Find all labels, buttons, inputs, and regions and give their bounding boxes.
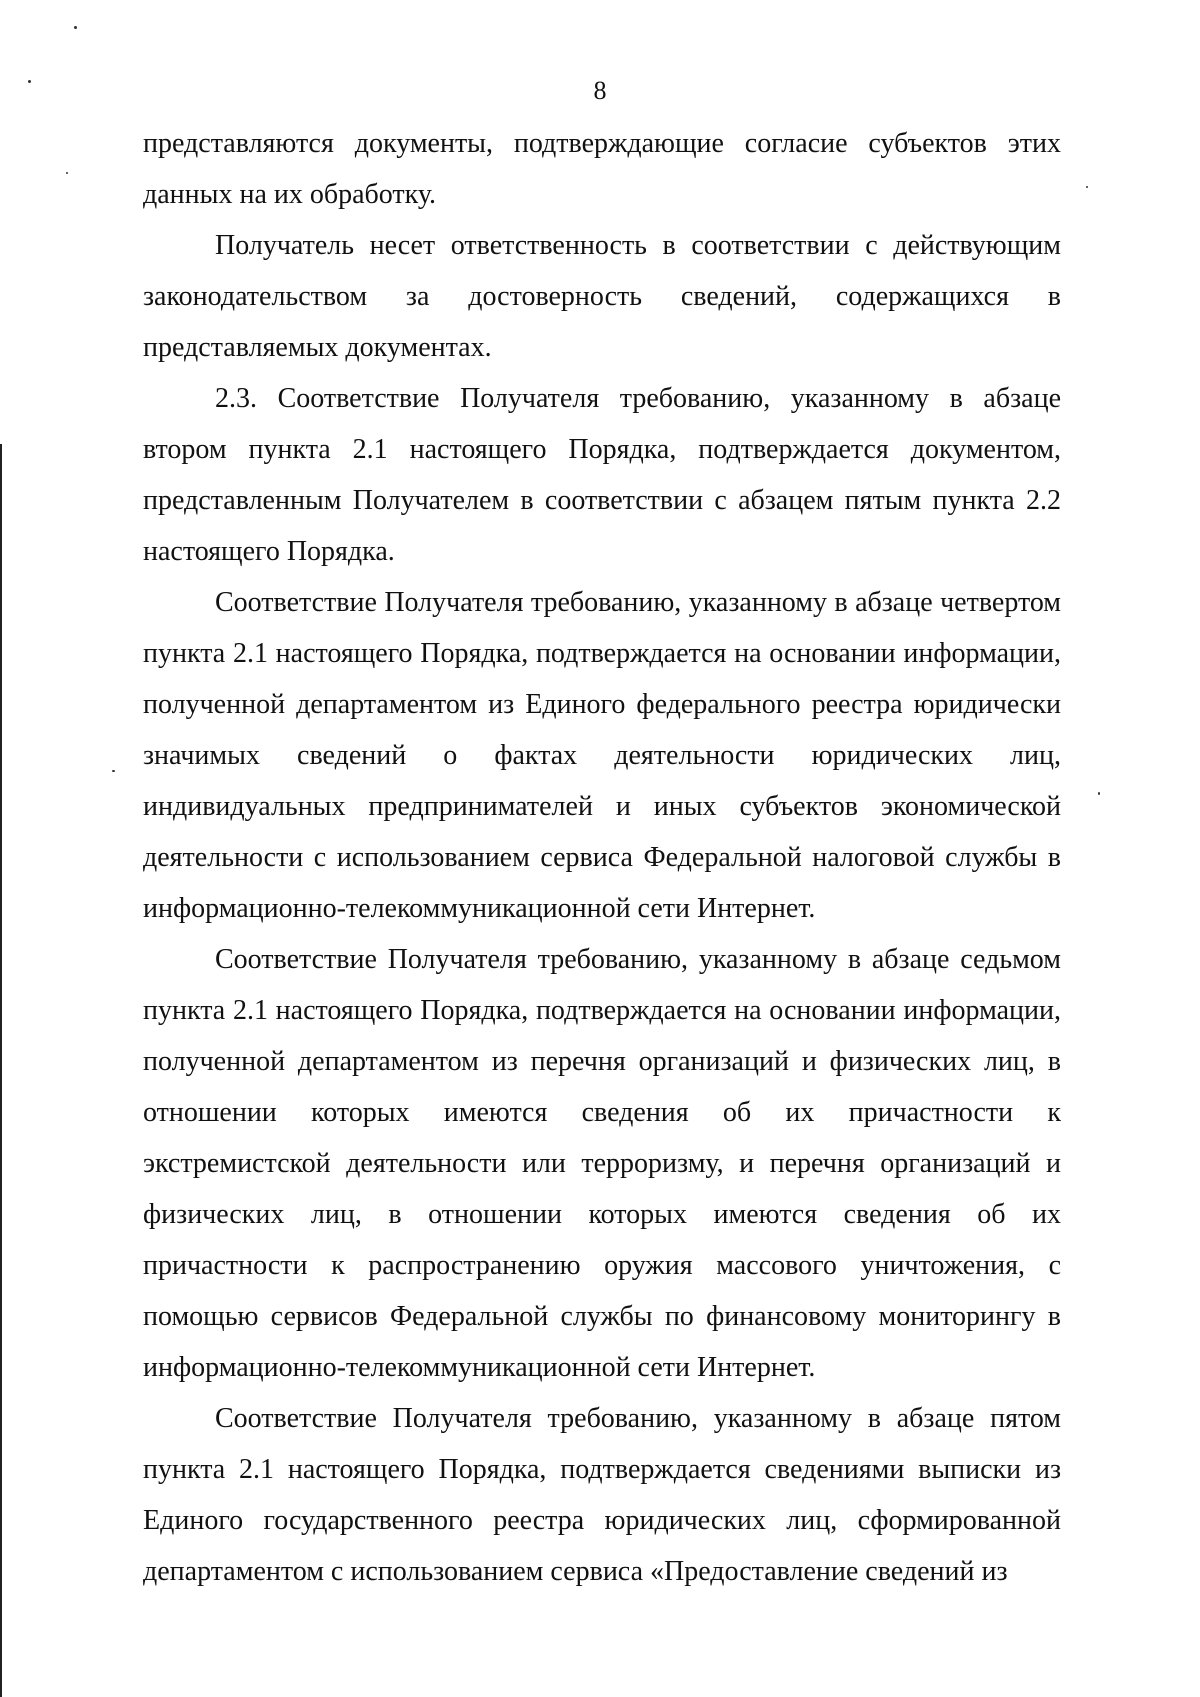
paragraph-recipient-responsibility: Получатель несет ответственность в соответствии с действующим законодательством за достоверность сведений, содержащихся в представляемых документах. (143, 230, 1061, 363)
scan-speck (74, 26, 77, 29)
paragraph-fifth-abzac: Соответствие Получателя требованию, указанному в абзаце пятом пункта 2.1 настоящего Порядка, подтверждается сведениями выписки из Единого государственного реестра юридических лиц, сформированной департаментом с использованием сервиса «Предоставление сведений из (143, 1403, 1061, 1587)
scan-speck (66, 172, 68, 174)
paragraph-continuation: представляются документы, подтверждающие согласие субъектов этих данных на их обработку. (143, 128, 1061, 210)
scan-speck (112, 770, 115, 772)
scan-speck (1098, 792, 1100, 795)
page-number: 8 (593, 76, 607, 105)
scan-edge-mark (0, 444, 2, 1697)
paragraph-fourth-abzac: Соответствие Получателя требованию, указанному в абзаце четвертом пункта 2.1 настоящего Порядка, подтверждается на основании информации, полученной департаментом из Единого федерального реестра юридически значимых сведений о фактах деятельности юридических лиц, индивидуальных предпринимателей и иных субъектов экономической деятельности с использованием сервиса Федеральной налоговой службы в информационно-телекоммуникационной сети Интернет. (143, 587, 1061, 924)
document-body (143, 118, 1061, 1597)
paragraph-2-3: 2.3. Соответствие Получателя требованию, указанному в абзаце втором пункта 2.1 настоящего Порядка, подтверждается документом, представленным Получателем в соответствии с абзацем пятым пункта 2.2 настоящего Порядка. (143, 383, 1061, 567)
paragraph-seventh-abzac: Соответствие Получателя требованию, указанному в абзаце седьмом пункта 2.1 настоящего Порядка, подтверждается на основании информации, полученной департаментом из перечня организаций и физических лиц, в отношении которых имеются сведения об их причастности к экстремистской деятельности или терроризму, и перечня организаций и физических лиц, в отношении которых имеются сведения об их причастности к распространению оружия массового уничтожения, с помощью сервисов Федеральной службы по финансовому мониторингу в информационно-телекоммуникационной сети Интернет. (143, 944, 1061, 1383)
scan-speck (1086, 186, 1088, 188)
